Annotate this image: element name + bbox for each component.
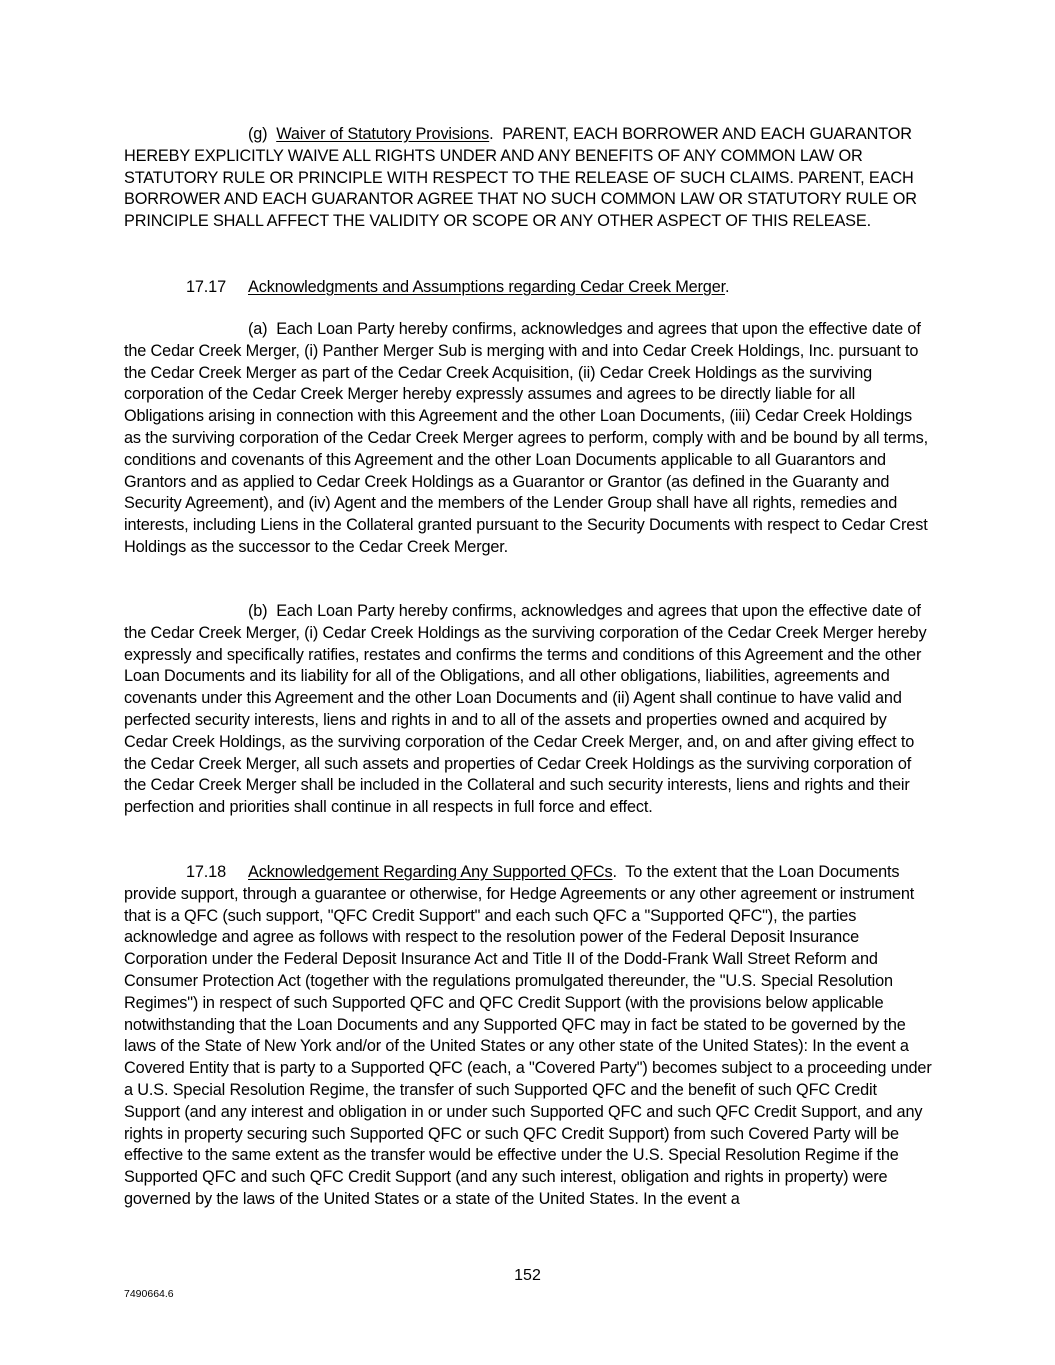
document-id: 7490664.6: [124, 1288, 174, 1300]
paragraph-b-label: (b): [248, 602, 268, 620]
paragraph-a: [124, 319, 932, 559]
section-17-18: [124, 862, 932, 1211]
section-17-17-title-end: .: [724, 278, 730, 296]
paragraph-b: [124, 601, 932, 819]
section-17-18-number: 17.18: [186, 863, 226, 881]
section-17-18-text: To the extent that the Loan Documents provide support, through a guarantee or otherwise, for Hedge Agreements or any other agreement or instrument that is a QFC (such support, "QFC Credit Support" and each such QFC a "Supported QFC"), the parties acknowledge and agree as follows with respect to the resolution power of the Federal Deposit Insurance Corporation under the Federal Deposit Insurance Act and Title II of the Dodd-Frank Wall Street Reform and Consumer Protection Act (together with the regulations promulgated thereunder, the "U.S. Special Resolution Regimes") in respect of such Supported QFC and QFC Credit Support (with the provisions below applicable notwithstanding that the Loan Documents and any Supported QFC may in fact be stated to be governed by the laws of the State of New York and/or of the United States or any other state of the United States): In the event a Covered Entity that is party to a Supported QFC (each, a "Covered Party") becomes subject to a proceeding under a U.S. Special Resolution Regime, the transfer of such Supported QFC and the benefit of such QFC Credit Support (and any interest and obligation in or under such Supported QFC and such QFC Credit Support, and any rights in property securing such Supported QFC or such QFC Credit Support) from such Covered Party will be effective to the same extent as the transfer would be effective under the U.S. Special Resolution Regime if the Supported QFC and such QFC Credit Support (and any such interest, obligation and rights in property) were governed by the laws of the United States or a state of the United States. In the event a: [124, 863, 932, 1208]
paragraph-a-text: Each Loan Party hereby confirms, acknowledges and agrees that upon the effective date of the Cedar Creek Merger, (i) Panther Merger Sub is merging with and into Cedar Creek Holdings, Inc. pursuant to the Cedar Creek Merger as part of the Cedar Creek Acquisition, (ii) Cedar Creek Holdings as the surviving corporation of the Cedar Creek Merger hereby expressly assumes and agrees to be directly liable for all Obligations arising in connection with this Agreement and the other Loan Documents, (iii) Cedar Creek Holdings as the surviving corporation of the Cedar Creek Merger agrees to perform, comply with and be bound by all terms, conditions and covenants of this Agreement and the other Loan Documents applicable to all Guarantors and Grantors and as applied to Cedar Creek Holdings as a Guarantor or Grantor (as defined in the Guaranty and Security Agreement), and (iv) Agent and the members of the Lender Group shall have all rights, remedies and interests, including Liens in the Collateral granted pursuant to the Security Documents with respect to Cedar Crest Holdings as the successor to the Cedar Creek Merger.: [124, 320, 928, 556]
section-g-label: (g): [248, 125, 268, 143]
paragraph-b-text: Each Loan Party hereby confirms, acknowledges and agrees that upon the effective date of the Cedar Creek Merger, (i) Cedar Creek Holdings as the surviving corporation of the Cedar Creek Merger hereby expressly and specifically ratifies, restates and confirms the terms and conditions of this Agreement and the other Loan Documents and its liability for all of the Obligations, and all other obligations, liabilities, agreements and covenants under this Agreement and the other Loan Documents and (ii) Agent shall continue to have valid and perfected security interests, liens and rights in and to all of the assets and properties owned and acquired by Cedar Creek Holdings, as the surviving corporation of the Cedar Creek Merger, and, on and after giving effect to the Cedar Creek Merger, all such assets and properties of Cedar Creek Holdings as the surviving corporation of the Cedar Creek Merger shall be included in the Collateral and such security interests, liens and rights and their perfection and priorities shall continue in all respects in full force and effect.: [124, 602, 927, 817]
section-g-waiver: [124, 124, 932, 233]
paragraph-a-label: (a): [248, 320, 268, 338]
section-17-17-heading: [124, 277, 932, 299]
page-number: 152: [514, 1267, 541, 1284]
section-17-17-title: Acknowledgments and Assumptions regarding Cedar Creek Merger: [248, 278, 725, 296]
section-g-heading-end: .: [489, 125, 494, 143]
section-17-17-number: 17.17: [186, 278, 226, 296]
section-g-heading: Waiver of Statutory Provisions: [276, 125, 490, 143]
section-g-text: PARENT, EACH BORROWER AND EACH GUARANTOR HEREBY EXPLICITLY WAIVE ALL RIGHTS UNDER AND ANY BENEFITS OF ANY COMMON LAW OR STATUTORY RULE OR PRINCIPLE WITH RESPECT TO THE RELEASE OF SUCH CLAIMS. PARENT, EACH BORROWER AND EACH GUARANTOR AGREE THAT NO SUCH COMMON LAW OR STATUTORY RULE OR PRINCIPLE SHALL AFFECT THE VALIDITY OR SCOPE OR ANY OTHER ASPECT OF THIS RELEASE.: [124, 125, 917, 231]
section-17-18-title: Acknowledgement Regarding Any Supported QFCs: [248, 863, 613, 881]
section-17-18-title-end: .: [612, 863, 617, 881]
section-g-paragraph: [124, 124, 932, 233]
